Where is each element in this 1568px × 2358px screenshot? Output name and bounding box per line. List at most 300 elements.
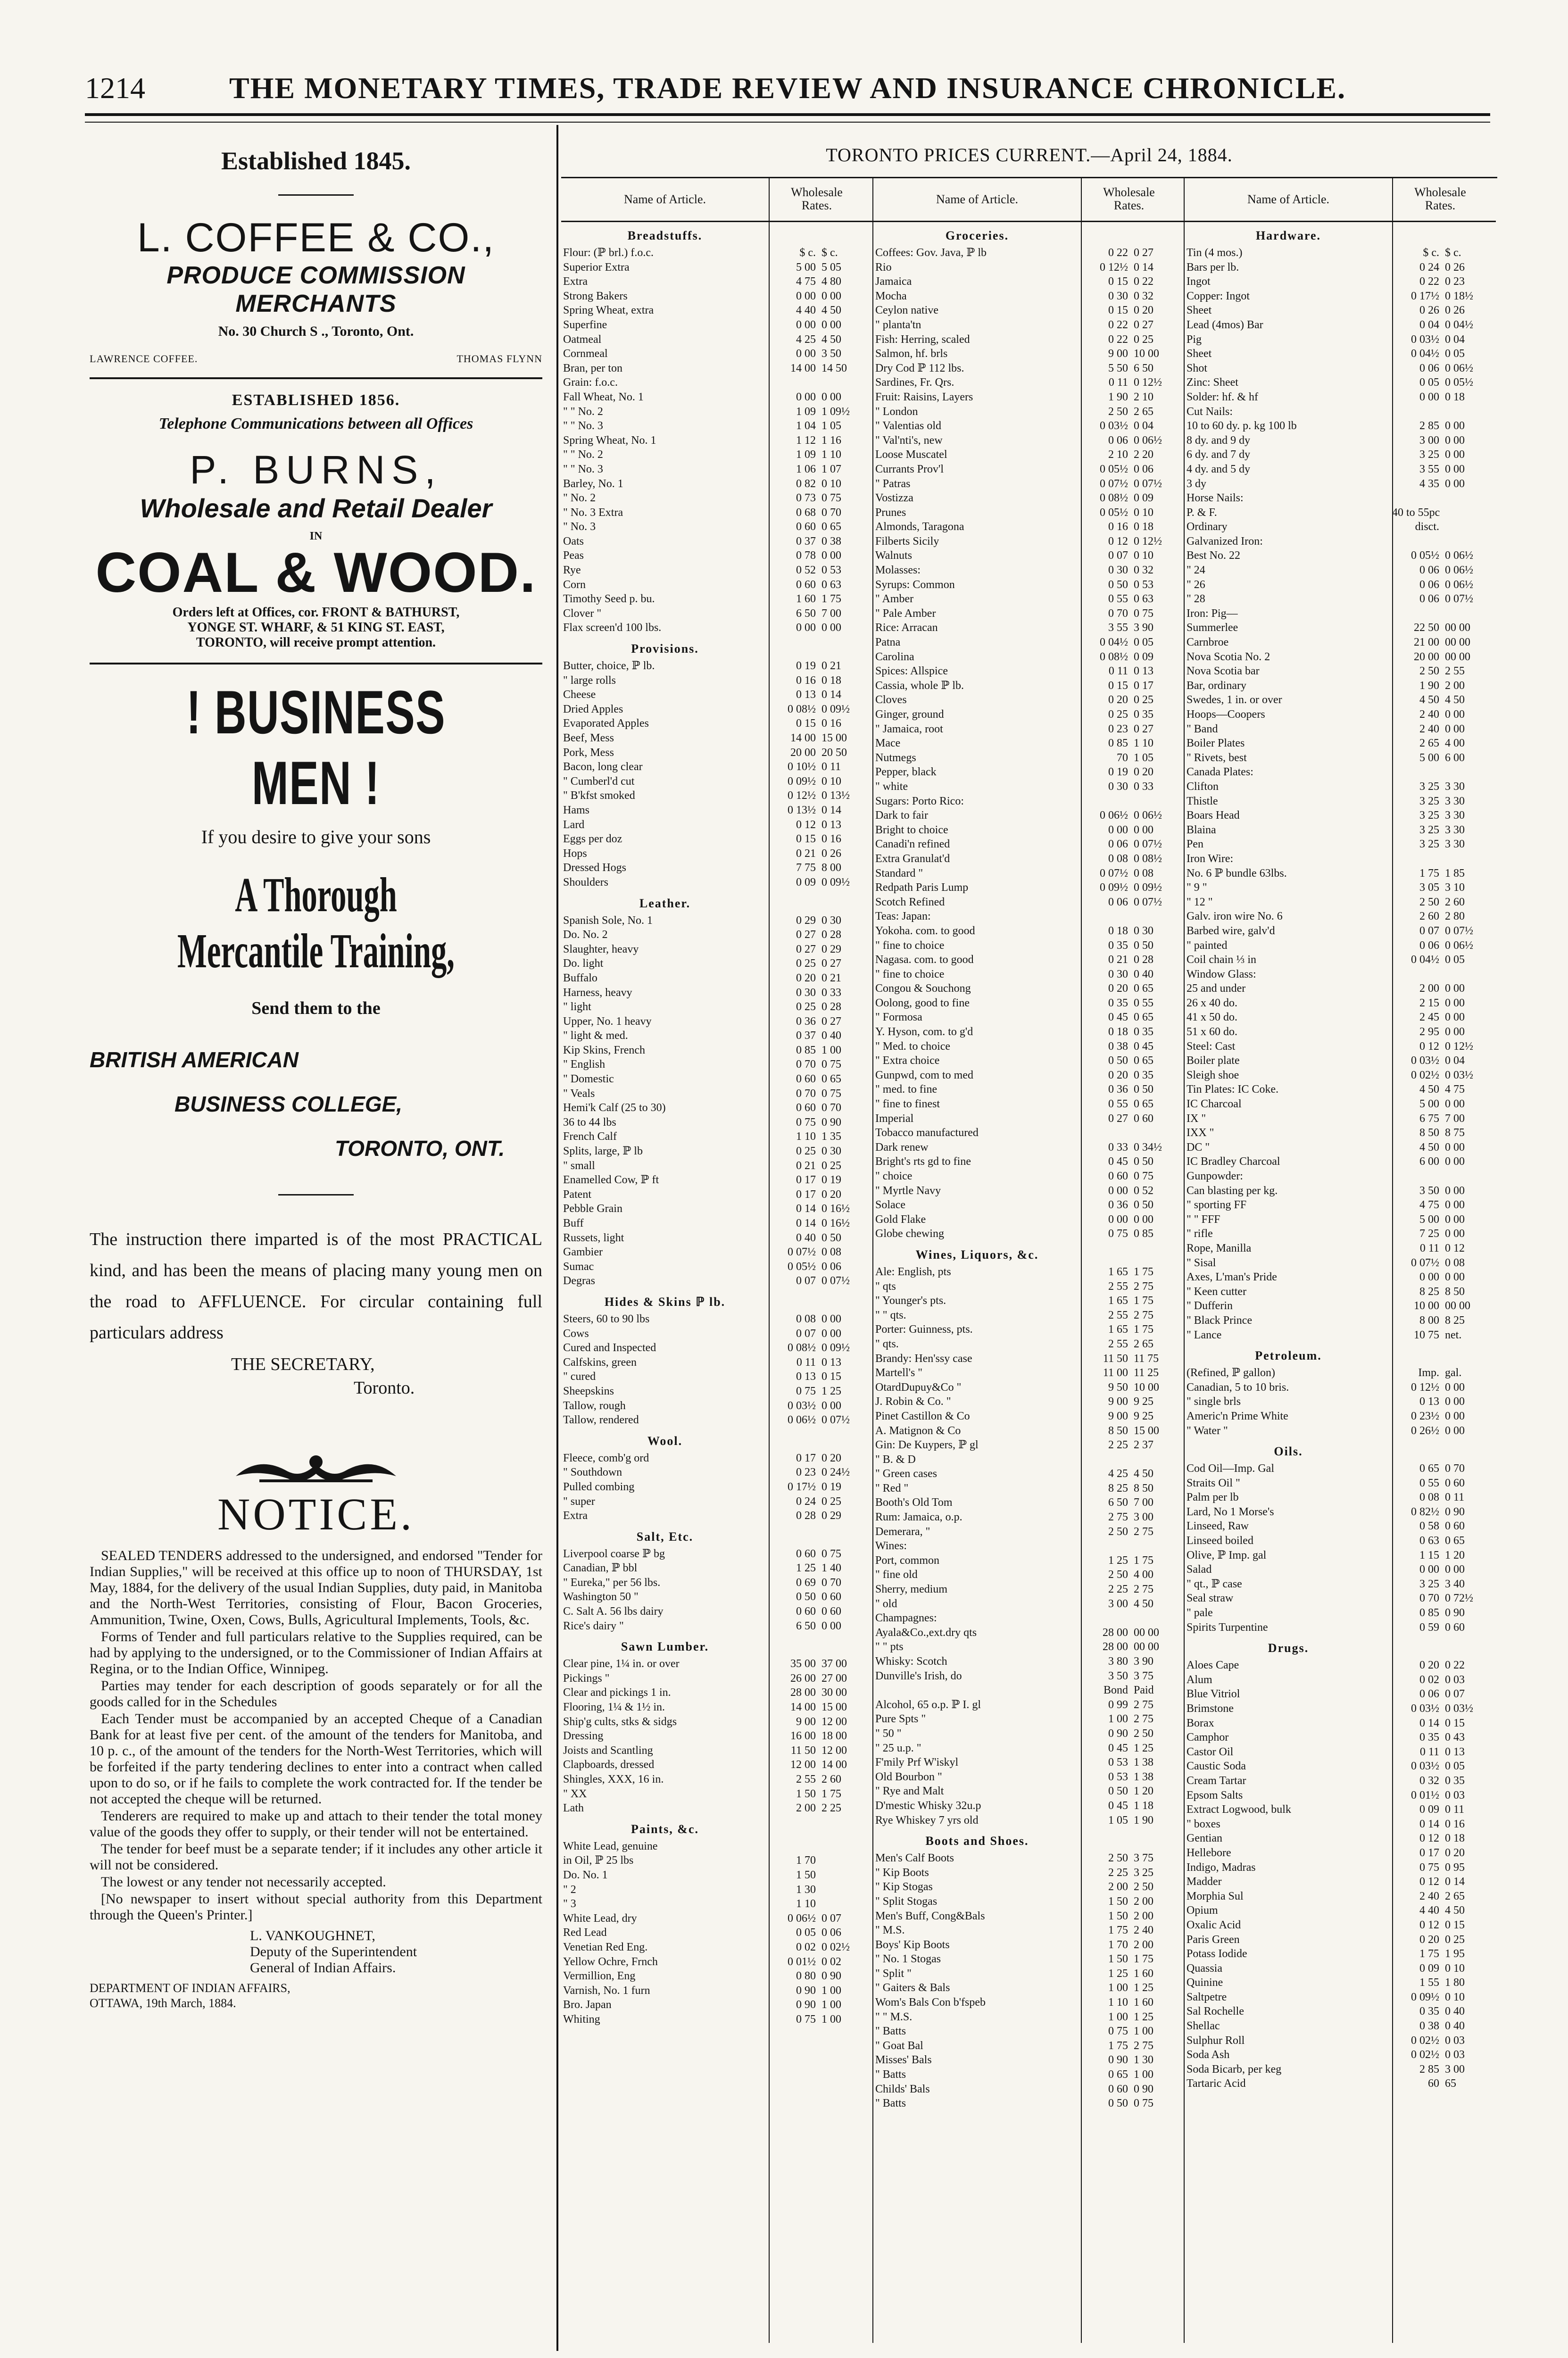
rate-high: 0 04 xyxy=(1445,1054,1465,1067)
price-row xyxy=(1185,1169,1496,1184)
rate-high: 1 95 xyxy=(1445,1948,1465,1960)
rate-high: 0 17 xyxy=(1134,679,1153,692)
rates-label: Rates. xyxy=(1113,199,1145,212)
rate-low: 14 00 xyxy=(790,732,816,744)
rate-low: 0 24 xyxy=(796,1495,816,1508)
article-name: " qts xyxy=(875,1280,896,1293)
rate-high: 1 35 xyxy=(821,1130,841,1143)
price-row xyxy=(1185,880,1496,895)
price-row xyxy=(873,1640,1185,1654)
rate-low: 8 50 xyxy=(1108,1424,1128,1437)
article-name: Filberts Sicily xyxy=(875,535,939,548)
rate-high: 0 16½ xyxy=(821,1217,850,1229)
price-row xyxy=(1185,736,1496,751)
price-row xyxy=(561,1969,872,1984)
price-row xyxy=(873,1438,1185,1453)
article-name: Sardines, Fr. Qrs. xyxy=(875,376,954,389)
rate-low: 0 60 xyxy=(1108,2083,1128,2095)
burns-product: COAL & WOOD. xyxy=(95,541,537,604)
rate-low: 0 36 xyxy=(1108,1199,1128,1212)
rate-high: 0 27 xyxy=(821,1015,841,1028)
rate-high: 0 09½ xyxy=(821,876,850,888)
rate-low: 2 25 xyxy=(1108,1439,1128,1452)
article-name: Calfskins, green xyxy=(563,1356,637,1369)
rate-high: 9 25 xyxy=(1134,1395,1153,1408)
article-name: Wines: xyxy=(875,1540,907,1553)
rate-high: 3 50 xyxy=(821,348,841,360)
article-name: " Amber xyxy=(875,593,914,606)
price-row xyxy=(561,1341,872,1355)
price-row xyxy=(561,1547,872,1561)
notice-paragraph: Parties may tender for each description of goods separately or for all the goods called for in the Schedules xyxy=(90,1678,542,1710)
rate-low: 0 06 xyxy=(1108,838,1128,851)
rate-high xyxy=(1131,794,1176,809)
rate-high: 4 50 xyxy=(821,304,841,317)
price-row xyxy=(873,1727,1185,1741)
rate-high: 0 20 xyxy=(1134,304,1153,317)
rate-low: 1 30 xyxy=(796,1883,816,1896)
rate-high: 0 06½ xyxy=(1445,362,1473,374)
article-name: Blue Vitriol xyxy=(1186,1688,1240,1701)
article-name: Window Glass: xyxy=(1186,968,1256,980)
rate-high: 0 07½ xyxy=(1134,896,1162,908)
rate-low: 5 00 xyxy=(1419,1098,1439,1111)
price-row xyxy=(873,1909,1185,1924)
rate-high: 0 00 xyxy=(1445,420,1465,432)
rate-high xyxy=(1131,1611,1176,1626)
rate-low: 0 09 xyxy=(1419,1803,1439,1816)
article-name: " Rye and Malt xyxy=(875,1785,944,1798)
rate-low: 20 00 xyxy=(790,746,816,759)
signer-title-1: Deputy of the Superintendent xyxy=(250,1944,417,1959)
rate-low: 0 09½ xyxy=(1100,881,1128,894)
article-name: Eggs per doz xyxy=(563,833,622,846)
price-row xyxy=(1185,1918,1496,1933)
article-name: Washington 50 " xyxy=(563,1591,639,1603)
price-row xyxy=(1185,765,1496,780)
rate-high: 0 26 xyxy=(821,847,841,860)
rate-high: 10 00 xyxy=(1134,348,1159,360)
rate-high: 0 00 xyxy=(1445,1395,1465,1408)
article-name: Dressed Hogs xyxy=(563,862,626,874)
rate-high: 0 00 xyxy=(1445,1184,1465,1197)
rate-low: 0 03½ xyxy=(1411,1702,1439,1715)
article-name: Old Bourbon " xyxy=(875,1770,942,1783)
rate-high: 0 04 xyxy=(1134,420,1153,432)
rate-high: 2 75 xyxy=(1134,1280,1153,1293)
rate-low: 0 45 xyxy=(1108,1742,1128,1754)
rate-low: 1 50 xyxy=(796,1868,816,1881)
rate-high: 4 50 xyxy=(1134,1597,1153,1610)
article-name: " Dufferin xyxy=(1186,1300,1233,1312)
price-row xyxy=(561,405,872,419)
price-row xyxy=(561,1312,872,1327)
business-desire: If you desire to give your sons xyxy=(201,826,431,847)
price-row xyxy=(873,1952,1185,1967)
rate-high: 2 60 xyxy=(821,1773,841,1785)
notice-paragraph: The tender for beef must be a separate tender; if it includes any other article it will not be considered. xyxy=(90,1841,542,1873)
price-row xyxy=(561,477,872,491)
article-name: Superfine xyxy=(563,318,607,331)
article-name: Port, common xyxy=(875,1554,939,1567)
rate-low: 0 04½ xyxy=(1100,636,1128,649)
price-row xyxy=(1185,274,1496,289)
price-row xyxy=(873,1025,1185,1039)
article-name: Martell's " xyxy=(875,1367,923,1379)
rate-high: 2 75 xyxy=(1134,2039,1153,2052)
rate-high: 1 75 xyxy=(1134,1554,1153,1567)
article-name: " Southdown xyxy=(563,1466,622,1479)
article-name: Rice: Arracan xyxy=(875,622,938,634)
article-name: " planta'tn xyxy=(875,318,921,331)
rate-low: 0 13 xyxy=(796,689,816,701)
rate-low: 1 00 xyxy=(1108,1982,1128,1994)
rate-high: 0 00 xyxy=(1134,1213,1153,1226)
price-row xyxy=(1185,1395,1496,1409)
rate-low: 2 50 xyxy=(1419,896,1439,908)
rate-low: 3 80 xyxy=(1108,1655,1128,1668)
notice-department xyxy=(90,1981,542,2011)
rate-high: 9 25 xyxy=(1134,1410,1153,1422)
rate-high: 0 15 xyxy=(821,1370,841,1383)
article-name: Soda Ash xyxy=(1186,2049,1230,2061)
price-row xyxy=(561,1043,872,1058)
price-row xyxy=(561,563,872,578)
price-row xyxy=(1185,1687,1496,1702)
rate-high: 0 00 xyxy=(821,622,841,634)
price-row xyxy=(1185,953,1496,967)
article-name: Pepper, black xyxy=(875,766,937,779)
rate-low: 0 08 xyxy=(1419,1491,1439,1504)
rate-high: 0 72½ xyxy=(1445,1592,1473,1605)
rate-low: 35 00 xyxy=(790,1658,816,1670)
rate-high: 0 07½ xyxy=(1445,593,1473,606)
price-row xyxy=(561,1576,872,1590)
price-row xyxy=(1185,303,1496,318)
rate-high: 0 13 xyxy=(1445,1745,1465,1758)
article-name: Dark renew xyxy=(875,1141,929,1154)
article-name: Quinine xyxy=(1186,1976,1223,1989)
rate-low: 3 55 xyxy=(1419,463,1439,475)
rate-low: 0 29 xyxy=(796,914,816,927)
rate-low: 0 16 xyxy=(1108,521,1128,533)
rate-low: 0 17 xyxy=(796,1174,816,1187)
price-row xyxy=(873,1424,1185,1438)
rate-low: 0 00 xyxy=(796,290,816,302)
article-name: Potass Iodide xyxy=(1186,1948,1247,1960)
rate-low: 0 82 xyxy=(796,477,816,490)
rate-high: 2 75 xyxy=(1134,1713,1153,1726)
price-row xyxy=(1185,2004,1496,2019)
rate-high: 3 30 xyxy=(1445,823,1465,836)
rate-high: 0 55 xyxy=(1134,996,1153,1009)
rate-low: 0 12 xyxy=(796,818,816,831)
price-row xyxy=(561,1744,872,1758)
article-name: Bro. Japan xyxy=(563,1999,612,2011)
price-row xyxy=(561,375,872,390)
price-row xyxy=(1185,1184,1496,1198)
price-row xyxy=(873,981,1185,996)
rate-low: 2 50 xyxy=(1419,665,1439,678)
article-name: Fish: Herring, scaled xyxy=(875,333,970,346)
rate-low: 0 50 xyxy=(1108,1054,1128,1067)
article-name: " painted xyxy=(1186,939,1228,952)
price-row xyxy=(873,506,1185,520)
article-name: 8 dy. and 9 dy xyxy=(1186,434,1251,447)
article-name: Y. Hyson, com. to g'd xyxy=(875,1026,973,1038)
price-row xyxy=(873,707,1185,722)
article-name: Varnish, No. 1 furn xyxy=(563,1984,650,1997)
rate-high: Paid xyxy=(1134,1684,1154,1697)
rate-high: 0 65 xyxy=(821,1073,841,1086)
price-row xyxy=(873,1395,1185,1409)
rate-low: 0 06 xyxy=(1419,939,1439,952)
article-name: Dry Cod ℙ 112 lbs. xyxy=(875,362,964,374)
article-name: " pale xyxy=(1186,1607,1213,1619)
article-name: " med. to fine xyxy=(875,1083,937,1096)
partner-right: THOMAS FLYNN xyxy=(456,353,542,365)
rate-high: 0 53 xyxy=(1134,578,1153,591)
article-name: Soda Bicarb, per keg xyxy=(1186,2063,1282,2076)
rate-low: 28 00 xyxy=(790,1686,816,1699)
rate-high xyxy=(1131,909,1176,924)
rate-high: 0 32 xyxy=(1134,290,1153,302)
rate-high: 0 07 xyxy=(1445,1688,1465,1701)
price-row xyxy=(561,592,872,606)
price-row xyxy=(873,563,1185,578)
rate-low: 0 02 xyxy=(796,1941,816,1953)
article-name: Thistle xyxy=(1186,795,1218,807)
rate-low: 0 60 xyxy=(796,578,816,591)
article-name: Boars Head xyxy=(1186,809,1240,822)
rate-high: 2 00 xyxy=(1134,1910,1153,1922)
rate-low: 0 70 xyxy=(796,1058,816,1071)
price-row xyxy=(1185,1889,1496,1904)
article-name: Nova Scotia bar xyxy=(1186,665,1260,678)
rate-low: 2 40 xyxy=(1419,722,1439,735)
rate-high: 0 34½ xyxy=(1134,1141,1162,1154)
rate-low: 0 00 xyxy=(796,390,816,403)
article-name: Harness, heavy xyxy=(563,986,632,999)
price-row xyxy=(873,1539,1185,1553)
rate-high: 1 00 xyxy=(821,1044,841,1056)
divider xyxy=(278,194,354,196)
price-row xyxy=(873,1813,1185,1828)
article-name: Cassia, whole ℙ lb. xyxy=(875,679,964,692)
rate-high: 0 27 xyxy=(1134,318,1153,331)
notice-paragraph: SEALED TENDERS addressed to the undersigned, and endorsed "Tender for Indian Supplies," will be received at this office up to noon of THURSDAY, 1st May, 1884, for the delivery of the usual Indian Supplies, duty paid, in Manitoba and the North-West Territories, consisting of Flour, Bacon Groceries, Ammunition, Twine, Oxen, Cows, Bulls, Agricultural Implements, Tools, &c. xyxy=(90,1548,542,1627)
price-row xyxy=(1185,1817,1496,1832)
rate-high: 0 00 xyxy=(1445,1381,1465,1394)
price-row xyxy=(561,1245,872,1260)
price-row xyxy=(873,751,1185,765)
rate-low: 0 13 xyxy=(796,1370,816,1383)
price-row xyxy=(561,1327,872,1341)
rate-high: 1 25 xyxy=(1134,2010,1153,2023)
rate-high: 3 10 xyxy=(1445,881,1465,894)
rate-low xyxy=(769,375,819,390)
price-row xyxy=(1185,1039,1496,1054)
price-row xyxy=(873,1626,1185,1640)
price-row xyxy=(1185,1534,1496,1548)
price-row xyxy=(561,1955,872,1969)
rate-low: 7 75 xyxy=(796,862,816,874)
price-row xyxy=(873,1755,1185,1770)
rate-low: 1 90 xyxy=(1419,679,1439,692)
price-row xyxy=(873,1352,1185,1366)
wholesale-label: Wholesale xyxy=(1103,185,1155,199)
article-name: Lard xyxy=(563,818,585,831)
price-row xyxy=(1185,1658,1496,1673)
rate-high: 2 75 xyxy=(1134,1309,1153,1321)
price-row xyxy=(873,1322,1185,1337)
rate-low: 0 00 xyxy=(1108,823,1128,836)
price-row xyxy=(873,1068,1185,1083)
article-name: Degras xyxy=(563,1275,595,1287)
rate-high: 0 35 xyxy=(1445,1774,1465,1787)
rate-high: 0 28 xyxy=(821,1001,841,1013)
rate-low: 0 17 xyxy=(796,1188,816,1201)
price-row xyxy=(1185,1730,1496,1745)
rate-low: 0 00 xyxy=(796,318,816,331)
rate-high: 0 43 xyxy=(1445,1731,1465,1744)
article-name: Gambier xyxy=(563,1246,603,1259)
article-name: 51 x 60 do. xyxy=(1186,1026,1237,1038)
rate-high: 65 xyxy=(1445,2077,1456,2090)
article-name: Best No. 22 xyxy=(1186,549,1240,562)
price-row xyxy=(873,1380,1185,1395)
rate-high: 2 10 xyxy=(1134,390,1153,403)
rate-low: 9 00 xyxy=(1108,348,1128,360)
article-name: White Lead, genuine xyxy=(563,1840,658,1852)
article-name: Caustic Soda xyxy=(1186,1760,1246,1773)
rate-high: 0 27 xyxy=(821,957,841,970)
article-name: Clifton xyxy=(1186,780,1219,793)
price-row xyxy=(1185,1285,1496,1299)
rate-high xyxy=(1131,1126,1176,1140)
rate-low: 6 50 xyxy=(796,1619,816,1632)
article-name: Bright to choice xyxy=(875,823,948,836)
rate-low: 0 23 xyxy=(1108,722,1128,735)
rate-low: 5 00 xyxy=(796,261,816,274)
rate-low: 8 25 xyxy=(1419,1285,1439,1298)
rate-high: 2 20 xyxy=(1134,448,1153,461)
rate-low: 3 25 xyxy=(1419,448,1439,461)
rate-low: 0 12 xyxy=(1419,1832,1439,1845)
rate-low: 0 75 xyxy=(1108,1228,1128,1240)
rate-low: 1 04 xyxy=(796,420,816,432)
rate-low: 0 00 xyxy=(1419,390,1439,403)
rate-low: 0 35 xyxy=(1108,939,1128,952)
rate-low: 0 40 xyxy=(796,1231,816,1244)
price-row xyxy=(873,433,1185,448)
rate-high: 0 29 xyxy=(821,943,841,955)
price-row xyxy=(873,1184,1185,1198)
price-row xyxy=(1185,1774,1496,1788)
price-row xyxy=(561,520,872,534)
rate-high: 1 75 xyxy=(821,1787,841,1800)
article-name: 26 x 40 do. xyxy=(1186,996,1237,1009)
price-row xyxy=(873,1054,1185,1068)
price-row xyxy=(1185,621,1496,635)
article-name: Brimstone xyxy=(1186,1702,1234,1715)
price-row xyxy=(561,1984,872,1998)
rate-low: 2 85 xyxy=(1419,2063,1439,2076)
rate-low: 2 50 xyxy=(1108,1852,1128,1865)
college-line-2: BUSINESS COLLEGE, xyxy=(174,1092,403,1116)
rate-low: 0 11 xyxy=(1108,376,1128,389)
rate-high: 0 90 xyxy=(1445,1505,1465,1518)
rate-low: 0 19 xyxy=(796,660,816,673)
rate-high: 0 00 xyxy=(1445,722,1465,735)
article-name: Ayala&Co.,ext.dry qts xyxy=(875,1626,977,1639)
article-name: Tallow, rendered xyxy=(563,1414,639,1427)
rate-low xyxy=(1392,405,1442,419)
article-name: Upper, No. 1 heavy xyxy=(563,1015,652,1028)
rate-high: 10 00 xyxy=(1134,1381,1159,1394)
article-name xyxy=(873,1683,1081,1698)
price-row xyxy=(873,390,1185,405)
rate-low: 1 09 xyxy=(796,448,816,461)
article-name: " 12 " xyxy=(1186,896,1213,908)
price-row xyxy=(873,1294,1185,1308)
price-row xyxy=(561,1897,872,1911)
rate-low: 0 15 xyxy=(1108,304,1128,317)
article-name: " Keen cutter xyxy=(1186,1285,1247,1298)
article-name: Americ'n Prime White xyxy=(1186,1410,1288,1422)
section-heading: Oils. xyxy=(1274,1445,1303,1459)
price-row xyxy=(873,866,1185,881)
article-name: Pen xyxy=(1186,838,1203,851)
rate-low: 3 50 xyxy=(1108,1669,1128,1682)
article-name: Alcohol, 65 o.p. ℙ I. gl xyxy=(875,1698,981,1711)
price-row xyxy=(1185,491,1496,506)
rate-high: 1 60 xyxy=(1134,1967,1153,1980)
rate-low: 0 02½ xyxy=(1411,2034,1439,2047)
rate-high: 3 30 xyxy=(1445,780,1465,793)
rate-low: 20 00 xyxy=(1414,650,1439,663)
partner-left: LAWRENCE COFFEE. xyxy=(90,353,198,365)
price-row xyxy=(1185,1875,1496,1889)
rate-low: 1 10 xyxy=(1108,1996,1128,2009)
rate-high: 7 00 xyxy=(1134,1496,1153,1509)
notice-signer xyxy=(90,1928,542,1976)
article-name: Evaporated Apples xyxy=(563,717,649,730)
rate-low: 3 50 xyxy=(1419,1184,1439,1197)
price-row xyxy=(1185,318,1496,332)
article-name: Oxalic Acid xyxy=(1186,1918,1241,1931)
article-name: Lard, No 1 Morse's xyxy=(1186,1505,1274,1518)
price-row xyxy=(561,433,872,448)
article-name: P. & F. xyxy=(1186,506,1217,519)
article-name: Coffees: Gov. Java, ℙ lb xyxy=(875,247,987,259)
article-name: Steel: Cast xyxy=(1186,1040,1236,1053)
article-name: Dressing xyxy=(563,1730,604,1743)
article-name: " No. 3 xyxy=(563,521,596,533)
rate-low: 2 00 xyxy=(1419,982,1439,995)
price-row xyxy=(561,673,872,688)
rate-high: 2 00 xyxy=(1134,1895,1153,1908)
rate-high: 0 02½ xyxy=(821,1941,850,1953)
rate-low: 0 03½ xyxy=(1411,333,1439,346)
rate-high: 1 75 xyxy=(821,593,841,606)
rate-high: 0 14 xyxy=(821,804,841,816)
article-name: Patent xyxy=(563,1188,591,1201)
article-name: Sleigh shoe xyxy=(1186,1069,1239,1081)
article-name: Copper: Ingot xyxy=(1186,290,1250,302)
rate-high: 1 25 xyxy=(1134,1742,1153,1754)
price-row xyxy=(561,260,872,275)
